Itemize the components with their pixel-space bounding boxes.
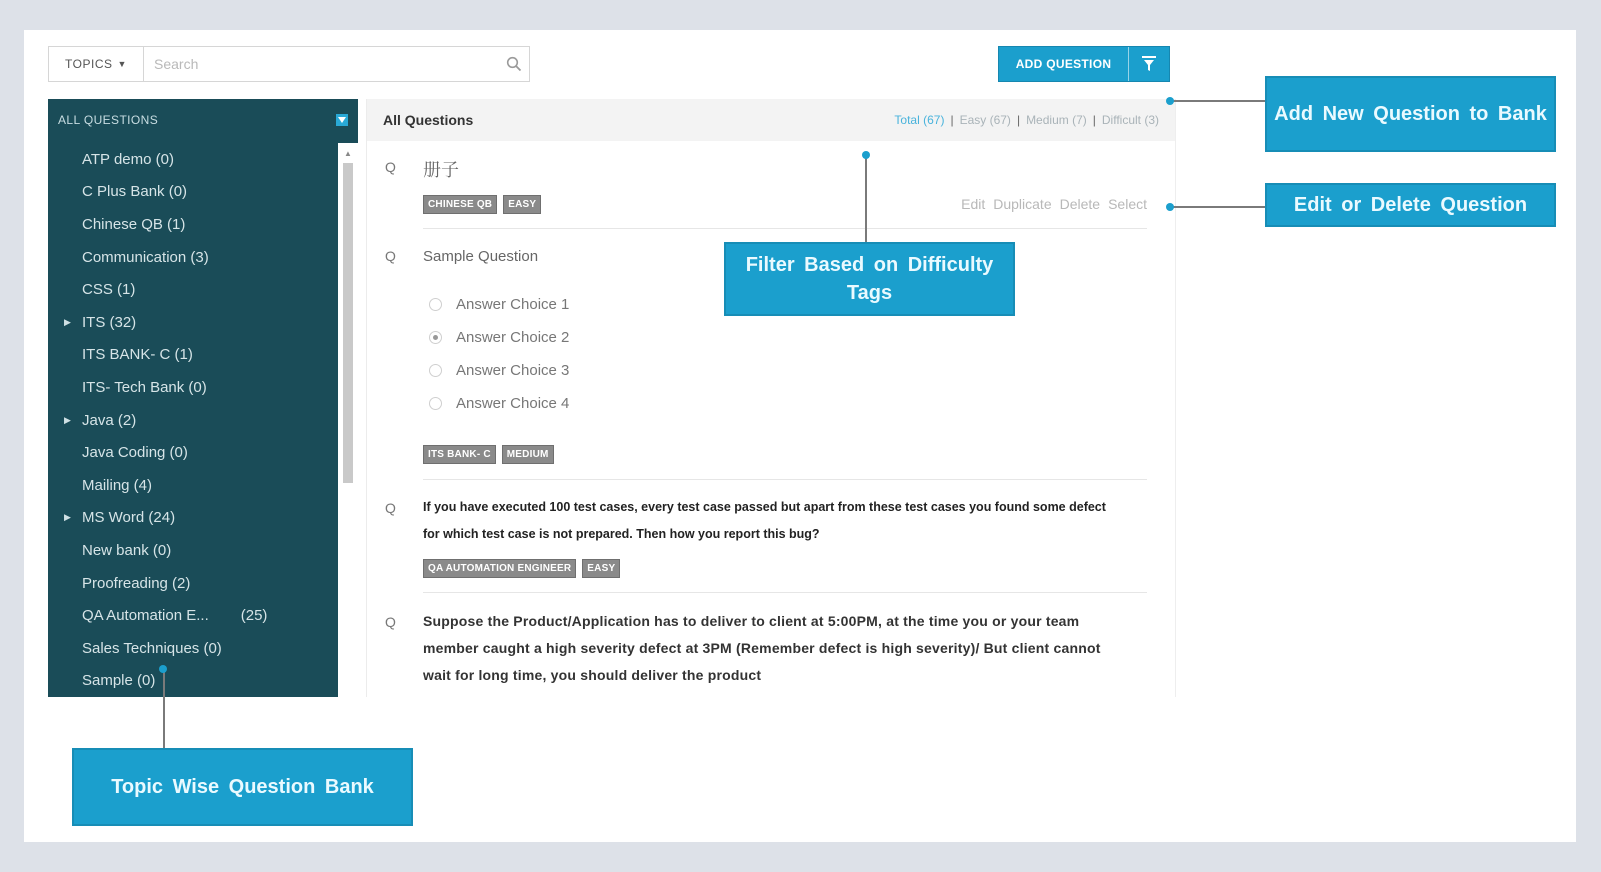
search-icon[interactable] xyxy=(499,56,529,72)
filter-medium[interactable]: Medium (7) xyxy=(1026,113,1087,127)
question-actions xyxy=(953,196,1147,212)
search-input[interactable] xyxy=(144,47,499,81)
sidebar-item-label: Mailing (4) xyxy=(82,476,153,494)
answer-choice-label: Answer Choice 2 xyxy=(456,329,570,346)
questions-header xyxy=(367,99,1175,141)
sidebar-item-label: QA Automation E... xyxy=(82,607,209,625)
topics-label: TOPICS xyxy=(65,57,113,71)
callout-anchor-dot xyxy=(1166,97,1174,105)
question-text: Suppose the Product/Application has to deliver to client at 5:00PM, at the time you or your team member caught a high severity defect at 3PM (Remember defect is high severity)/ But client cannot wait for long time, you should deliver the product xyxy=(423,613,1101,683)
delete-link[interactable]: Delete xyxy=(1059,196,1101,212)
sidebar-item-ms-word[interactable] xyxy=(48,502,338,535)
expand-arrow-icon[interactable]: ▶ xyxy=(64,316,71,327)
callout-edit-delete: Edit or Delete Question xyxy=(1265,183,1556,227)
callout-filter-difficulty: Filter Based on Difficulty Tags xyxy=(724,242,1015,316)
topic-sidebar xyxy=(48,99,358,697)
radio-button[interactable] xyxy=(429,364,442,377)
sidebar-item-communication[interactable] xyxy=(48,241,338,274)
answer-choice-label: Answer Choice 3 xyxy=(456,362,570,379)
difficulty-filters xyxy=(894,113,1159,127)
callout-topic-wise: Topic Wise Question Bank xyxy=(72,748,413,826)
filter-separator: | xyxy=(1092,113,1096,127)
sidebar-item-label: ITS (32) xyxy=(82,313,137,331)
sidebar-item-label: Sales Techniques (0) xyxy=(82,639,222,657)
sidebar-item-label: Proofreading (2) xyxy=(82,574,191,592)
radio-button[interactable] xyxy=(429,298,442,311)
sidebar-item-label: C Plus Bank (0) xyxy=(82,183,188,201)
collapse-icon[interactable] xyxy=(336,114,348,126)
question-text: If you have executed 100 test cases, every test case passed but apart from these test cases you found some defect for which test case is not prepared. Then how you report this bug? xyxy=(423,500,1106,541)
question-tags xyxy=(423,445,554,464)
sidebar-item-label: New bank (0) xyxy=(82,541,172,559)
answer-choice-label: Answer Choice 4 xyxy=(456,395,570,412)
callout-anchor-dot xyxy=(1166,203,1174,211)
radio-button[interactable] xyxy=(429,397,442,410)
expand-arrow-icon[interactable]: ▶ xyxy=(64,512,71,523)
callout-leader-line xyxy=(1171,100,1265,102)
answer-choice[interactable] xyxy=(429,329,569,346)
sidebar-item-label: Communication (3) xyxy=(82,248,209,266)
filter-separator: | xyxy=(1016,113,1021,127)
sidebar-item-label: ITS- Tech Bank (0) xyxy=(82,378,207,396)
difficulty-tag[interactable]: EASY xyxy=(582,559,620,578)
sidebar-item-mailing[interactable] xyxy=(48,469,338,502)
filter-total[interactable]: Total (67) xyxy=(894,113,945,127)
answer-choice-label: Answer Choice 1 xyxy=(456,296,570,313)
sidebar-item-label: ATP demo (0) xyxy=(82,150,174,168)
sidebar-item-label: Sample (0) xyxy=(82,672,156,690)
sidebar-item-label: Chinese QB (1) xyxy=(82,215,186,233)
topic-tag[interactable]: CHINESE QB xyxy=(423,195,497,214)
scrollbar-thumb[interactable] xyxy=(343,163,353,483)
question-tags xyxy=(423,559,620,578)
filter-difficult[interactable]: Difficult (3) xyxy=(1101,113,1159,127)
question-marker: Q xyxy=(385,614,396,630)
answer-choice[interactable] xyxy=(429,362,569,379)
callout-leader-line xyxy=(865,156,867,242)
sidebar-item-java-coding[interactable] xyxy=(48,436,338,469)
sidebar-item-label: MS Word (24) xyxy=(82,509,176,527)
sidebar-item-label: ITS BANK- C (1) xyxy=(82,346,193,364)
scroll-up-icon[interactable]: ▲ xyxy=(344,149,352,158)
difficulty-tag[interactable]: EASY xyxy=(503,195,541,214)
question-marker: Q xyxy=(385,500,396,516)
callout-add-new-question: Add New Question to Bank xyxy=(1265,76,1556,152)
sidebar-item-qa-automation[interactable] xyxy=(48,599,338,632)
question-text: 册子 xyxy=(423,160,459,180)
sidebar-item-its-tech-bank[interactable] xyxy=(48,371,338,404)
add-question-button[interactable] xyxy=(998,46,1170,82)
question-item[interactable] xyxy=(385,159,1147,239)
sidebar-item-css[interactable] xyxy=(48,273,338,306)
sidebar-item-chinese-qb[interactable] xyxy=(48,208,338,241)
filter-icon[interactable] xyxy=(1128,47,1169,81)
select-link[interactable]: Select xyxy=(1108,196,1147,212)
topic-tag[interactable]: QA AUTOMATION ENGINEER xyxy=(423,559,576,578)
sidebar-scrollbar[interactable] xyxy=(338,143,358,697)
add-question-label: ADD QUESTION xyxy=(1015,57,1112,71)
callout-anchor-dot xyxy=(159,665,167,673)
sidebar-item-its-bank-c[interactable] xyxy=(48,339,338,372)
sidebar-item-label: Java Coding (0) xyxy=(82,444,188,462)
sidebar-item-its[interactable] xyxy=(48,306,338,339)
sidebar-item-new-bank[interactable] xyxy=(48,534,338,567)
divider xyxy=(423,228,1147,229)
answer-choice[interactable] xyxy=(429,296,569,313)
page-title: All Questions xyxy=(383,112,474,128)
sidebar-item-c-plus-bank[interactable] xyxy=(48,176,338,209)
sidebar-item-java[interactable] xyxy=(48,404,338,437)
search-bar xyxy=(48,46,530,82)
edit-link[interactable]: Edit xyxy=(961,196,986,212)
callout-leader-line xyxy=(1171,206,1265,208)
callout-anchor-dot xyxy=(862,151,870,159)
expand-arrow-icon[interactable]: ▶ xyxy=(64,414,71,425)
sidebar-item-proofreading[interactable] xyxy=(48,567,338,600)
sidebar-item-label: Java (2) xyxy=(82,411,137,429)
radio-button-selected[interactable] xyxy=(429,331,442,344)
question-text: Sample Question xyxy=(423,248,539,265)
filter-separator: | xyxy=(950,113,954,127)
topic-list xyxy=(48,143,338,697)
topics-dropdown[interactable] xyxy=(49,47,144,81)
callout-leader-line xyxy=(163,670,165,748)
chevron-down-icon: ▼ xyxy=(117,59,127,69)
filter-easy[interactable]: Easy (67) xyxy=(959,113,1011,127)
divider xyxy=(423,479,1147,480)
question-marker: Q xyxy=(385,159,396,175)
divider xyxy=(423,592,1147,593)
sidebar-item-count: (25) xyxy=(240,607,268,625)
sidebar-item-label: CSS (1) xyxy=(82,281,136,299)
answer-choice[interactable] xyxy=(429,395,569,412)
sidebar-item-sample[interactable] xyxy=(48,665,338,698)
sidebar-header[interactable] xyxy=(48,99,358,141)
topic-tag[interactable]: ITS BANK- C xyxy=(423,445,496,464)
question-tags xyxy=(423,195,541,214)
question-marker: Q xyxy=(385,248,396,264)
question-item[interactable] xyxy=(385,500,1147,610)
sidebar-item-atp-demo[interactable] xyxy=(48,143,338,176)
sidebar-item-sales-techniques[interactable] xyxy=(48,632,338,665)
sidebar-header-label: ALL QUESTIONS xyxy=(58,113,159,127)
question-item[interactable] xyxy=(385,614,1147,697)
questions-panel xyxy=(366,99,1176,697)
difficulty-tag[interactable]: MEDIUM xyxy=(502,445,554,464)
duplicate-link[interactable]: Duplicate xyxy=(993,196,1052,212)
